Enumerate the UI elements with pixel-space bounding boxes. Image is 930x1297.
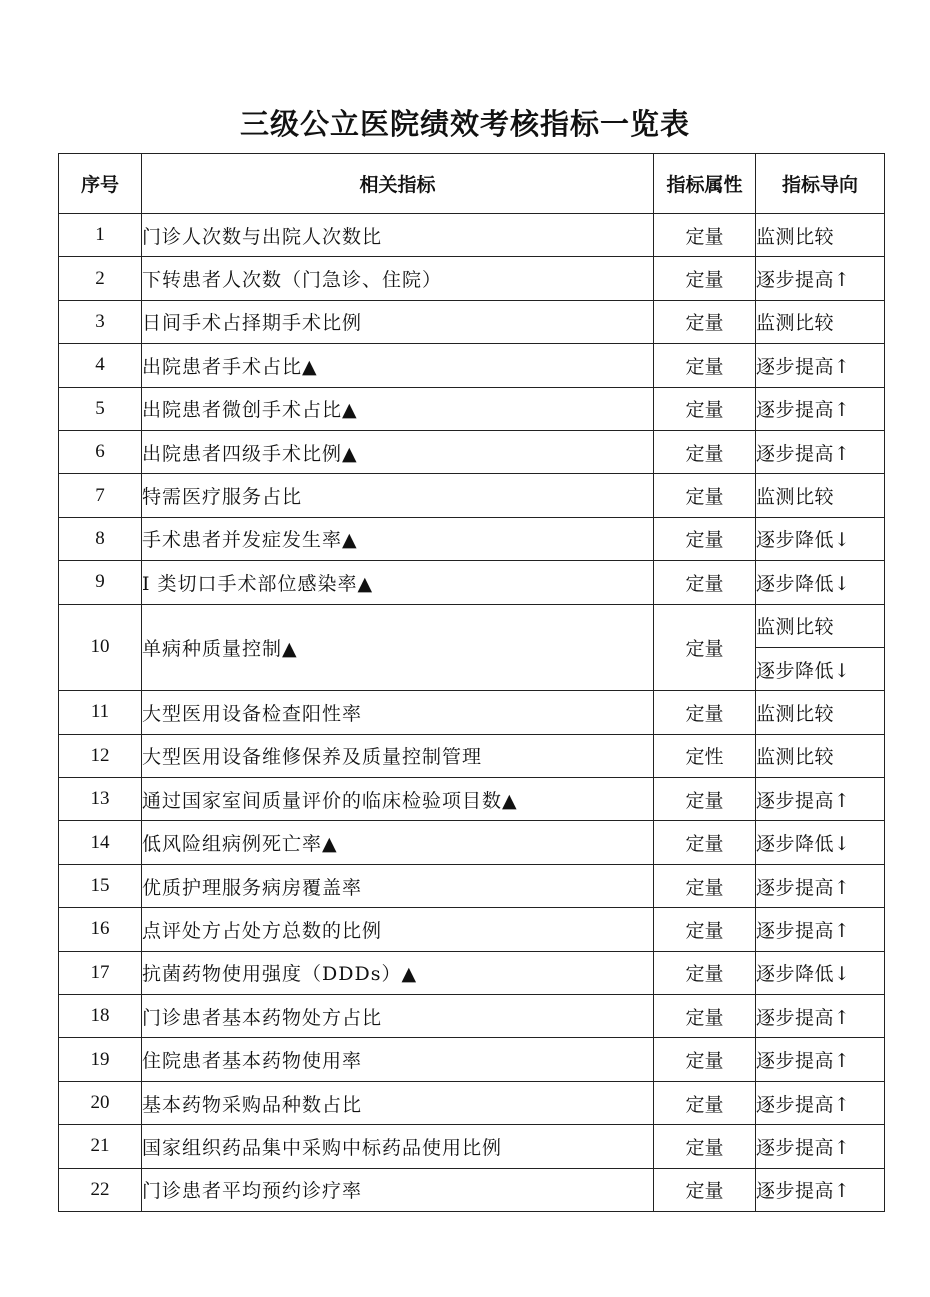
table-row — [59, 300, 885, 343]
indicator-direction: 监测比较 — [756, 300, 885, 343]
indicator-attribute: 定性 — [654, 734, 756, 777]
row-number: 6 — [59, 430, 142, 473]
indicator-attribute: 定量 — [654, 1168, 756, 1211]
row-number: 18 — [59, 995, 142, 1038]
indicator-name: 通过国家室间质量评价的临床检验项目数▲ — [142, 778, 654, 821]
indicator-name: 大型医用设备检查阳性率 — [142, 691, 654, 734]
indicator-direction: 逐步提高↑ — [756, 908, 885, 951]
indicator-attribute: 定量 — [654, 908, 756, 951]
indicator-attribute: 定量 — [654, 387, 756, 430]
header-no: 序号 — [59, 154, 142, 214]
indicator-name: 出院患者四级手术比例▲ — [142, 430, 654, 473]
indicator-direction: 监测比较 — [756, 604, 885, 647]
indicator-attribute: 定量 — [654, 300, 756, 343]
table-row — [59, 864, 885, 907]
row-number: 19 — [59, 1038, 142, 1081]
page-title: 三级公立医院绩效考核指标一览表 — [239, 107, 690, 141]
row-number: 15 — [59, 864, 142, 907]
table-row — [59, 517, 885, 560]
table-row — [59, 214, 885, 257]
row-number: 2 — [59, 257, 142, 300]
row-number: 21 — [59, 1125, 142, 1168]
row-number: 13 — [59, 778, 142, 821]
indicator-direction: 逐步降低↓ — [756, 561, 885, 604]
indicator-attribute: 定量 — [654, 951, 756, 994]
indicator-name: 门诊人次数与出院人次数比 — [142, 214, 654, 257]
header-attribute: 指标属性 — [654, 154, 756, 214]
row-number: 10 — [59, 604, 142, 691]
indicator-direction: 监测比较 — [756, 214, 885, 257]
header-indicator: 相关指标 — [142, 154, 654, 214]
table-row — [59, 604, 885, 647]
indicator-attribute: 定量 — [654, 1081, 756, 1124]
indicator-name: 住院患者基本药物使用率 — [142, 1038, 654, 1081]
indicator-name: 单病种质量控制▲ — [142, 604, 654, 691]
indicator-direction: 逐步降低↓ — [756, 821, 885, 864]
indicator-name: 大型医用设备维修保养及质量控制管理 — [142, 734, 654, 777]
table-row — [59, 1081, 885, 1124]
table-row — [59, 561, 885, 604]
indicator-direction: 逐步提高↑ — [756, 430, 885, 473]
row-number: 8 — [59, 517, 142, 560]
row-number: 20 — [59, 1081, 142, 1124]
indicator-direction: 逐步提高↑ — [756, 1168, 885, 1211]
table-row — [59, 1168, 885, 1211]
row-number: 7 — [59, 474, 142, 517]
indicator-direction: 逐步提高↑ — [756, 1038, 885, 1081]
table-row — [59, 1038, 885, 1081]
indicator-direction: 逐步提高↑ — [756, 344, 885, 387]
indicator-direction: 逐步降低↓ — [756, 517, 885, 560]
table-row — [59, 734, 885, 777]
row-number: 17 — [59, 951, 142, 994]
table-header-row — [59, 154, 885, 214]
indicator-attribute: 定量 — [654, 1125, 756, 1168]
row-number: 22 — [59, 1168, 142, 1211]
indicator-attribute: 定量 — [654, 604, 756, 691]
indicator-direction: 逐步提高↑ — [756, 778, 885, 821]
indicator-attribute: 定量 — [654, 344, 756, 387]
indicator-attribute: 定量 — [654, 430, 756, 473]
indicator-attribute: 定量 — [654, 561, 756, 604]
row-number: 14 — [59, 821, 142, 864]
indicator-direction: 监测比较 — [756, 691, 885, 734]
indicator-attribute: 定量 — [654, 257, 756, 300]
row-number: 12 — [59, 734, 142, 777]
table-row — [59, 474, 885, 517]
indicator-name: 基本药物采购品种数占比 — [142, 1081, 654, 1124]
table-row — [59, 778, 885, 821]
header-direction: 指标导向 — [756, 154, 885, 214]
table-row — [59, 908, 885, 951]
indicator-name: 抗菌药物使用强度（DDDs）▲ — [142, 951, 654, 994]
table-row — [59, 691, 885, 734]
table-row — [59, 995, 885, 1038]
indicator-name: 低风险组病例死亡率▲ — [142, 821, 654, 864]
row-number: 4 — [59, 344, 142, 387]
table-row — [59, 430, 885, 473]
indicator-direction: 逐步降低↓ — [756, 951, 885, 994]
indicator-name: 下转患者人次数（门急诊、住院） — [142, 257, 654, 300]
indicator-name: 手术患者并发症发生率▲ — [142, 517, 654, 560]
indicator-direction: 逐步提高↑ — [756, 257, 885, 300]
indicator-direction: 监测比较 — [756, 474, 885, 517]
table-row — [59, 951, 885, 994]
indicator-direction: 逐步提高↑ — [756, 1125, 885, 1168]
indicator-name: 特需医疗服务占比 — [142, 474, 654, 517]
indicator-attribute: 定量 — [654, 691, 756, 734]
table-row — [59, 1125, 885, 1168]
table-row — [59, 387, 885, 430]
indicator-attribute: 定量 — [654, 778, 756, 821]
indicator-table — [58, 153, 885, 1212]
indicator-attribute: 定量 — [654, 821, 756, 864]
indicator-name: 门诊患者基本药物处方占比 — [142, 995, 654, 1038]
indicator-attribute: 定量 — [654, 864, 756, 907]
indicator-name: 国家组织药品集中采购中标药品使用比例 — [142, 1125, 654, 1168]
indicator-direction: 逐步提高↑ — [756, 1081, 885, 1124]
indicator-name: 出院患者手术占比▲ — [142, 344, 654, 387]
indicator-direction: 逐步提高↑ — [756, 864, 885, 907]
row-number: 5 — [59, 387, 142, 430]
indicator-name: 日间手术占择期手术比例 — [142, 300, 654, 343]
indicator-name: 出院患者微创手术占比▲ — [142, 387, 654, 430]
indicator-attribute: 定量 — [654, 995, 756, 1038]
indicator-attribute: 定量 — [654, 474, 756, 517]
indicator-name: 点评处方占处方总数的比例 — [142, 908, 654, 951]
indicator-direction: 监测比较 — [756, 734, 885, 777]
indicator-attribute: 定量 — [654, 214, 756, 257]
table-row — [59, 821, 885, 864]
indicator-direction: 逐步降低↓ — [756, 647, 885, 690]
table-row — [59, 257, 885, 300]
row-number: 1 — [59, 214, 142, 257]
indicator-name: I 类切口手术部位感染率▲ — [142, 561, 654, 604]
indicator-attribute: 定量 — [654, 1038, 756, 1081]
indicator-direction: 逐步提高↑ — [756, 995, 885, 1038]
indicator-direction: 逐步提高↑ — [756, 387, 885, 430]
indicator-name: 优质护理服务病房覆盖率 — [142, 864, 654, 907]
indicator-name: 门诊患者平均预约诊疗率 — [142, 1168, 654, 1211]
indicator-attribute: 定量 — [654, 517, 756, 560]
table-body — [59, 214, 885, 1212]
row-number: 3 — [59, 300, 142, 343]
row-number: 16 — [59, 908, 142, 951]
row-number: 9 — [59, 561, 142, 604]
row-number: 11 — [59, 691, 142, 734]
table-row — [59, 344, 885, 387]
